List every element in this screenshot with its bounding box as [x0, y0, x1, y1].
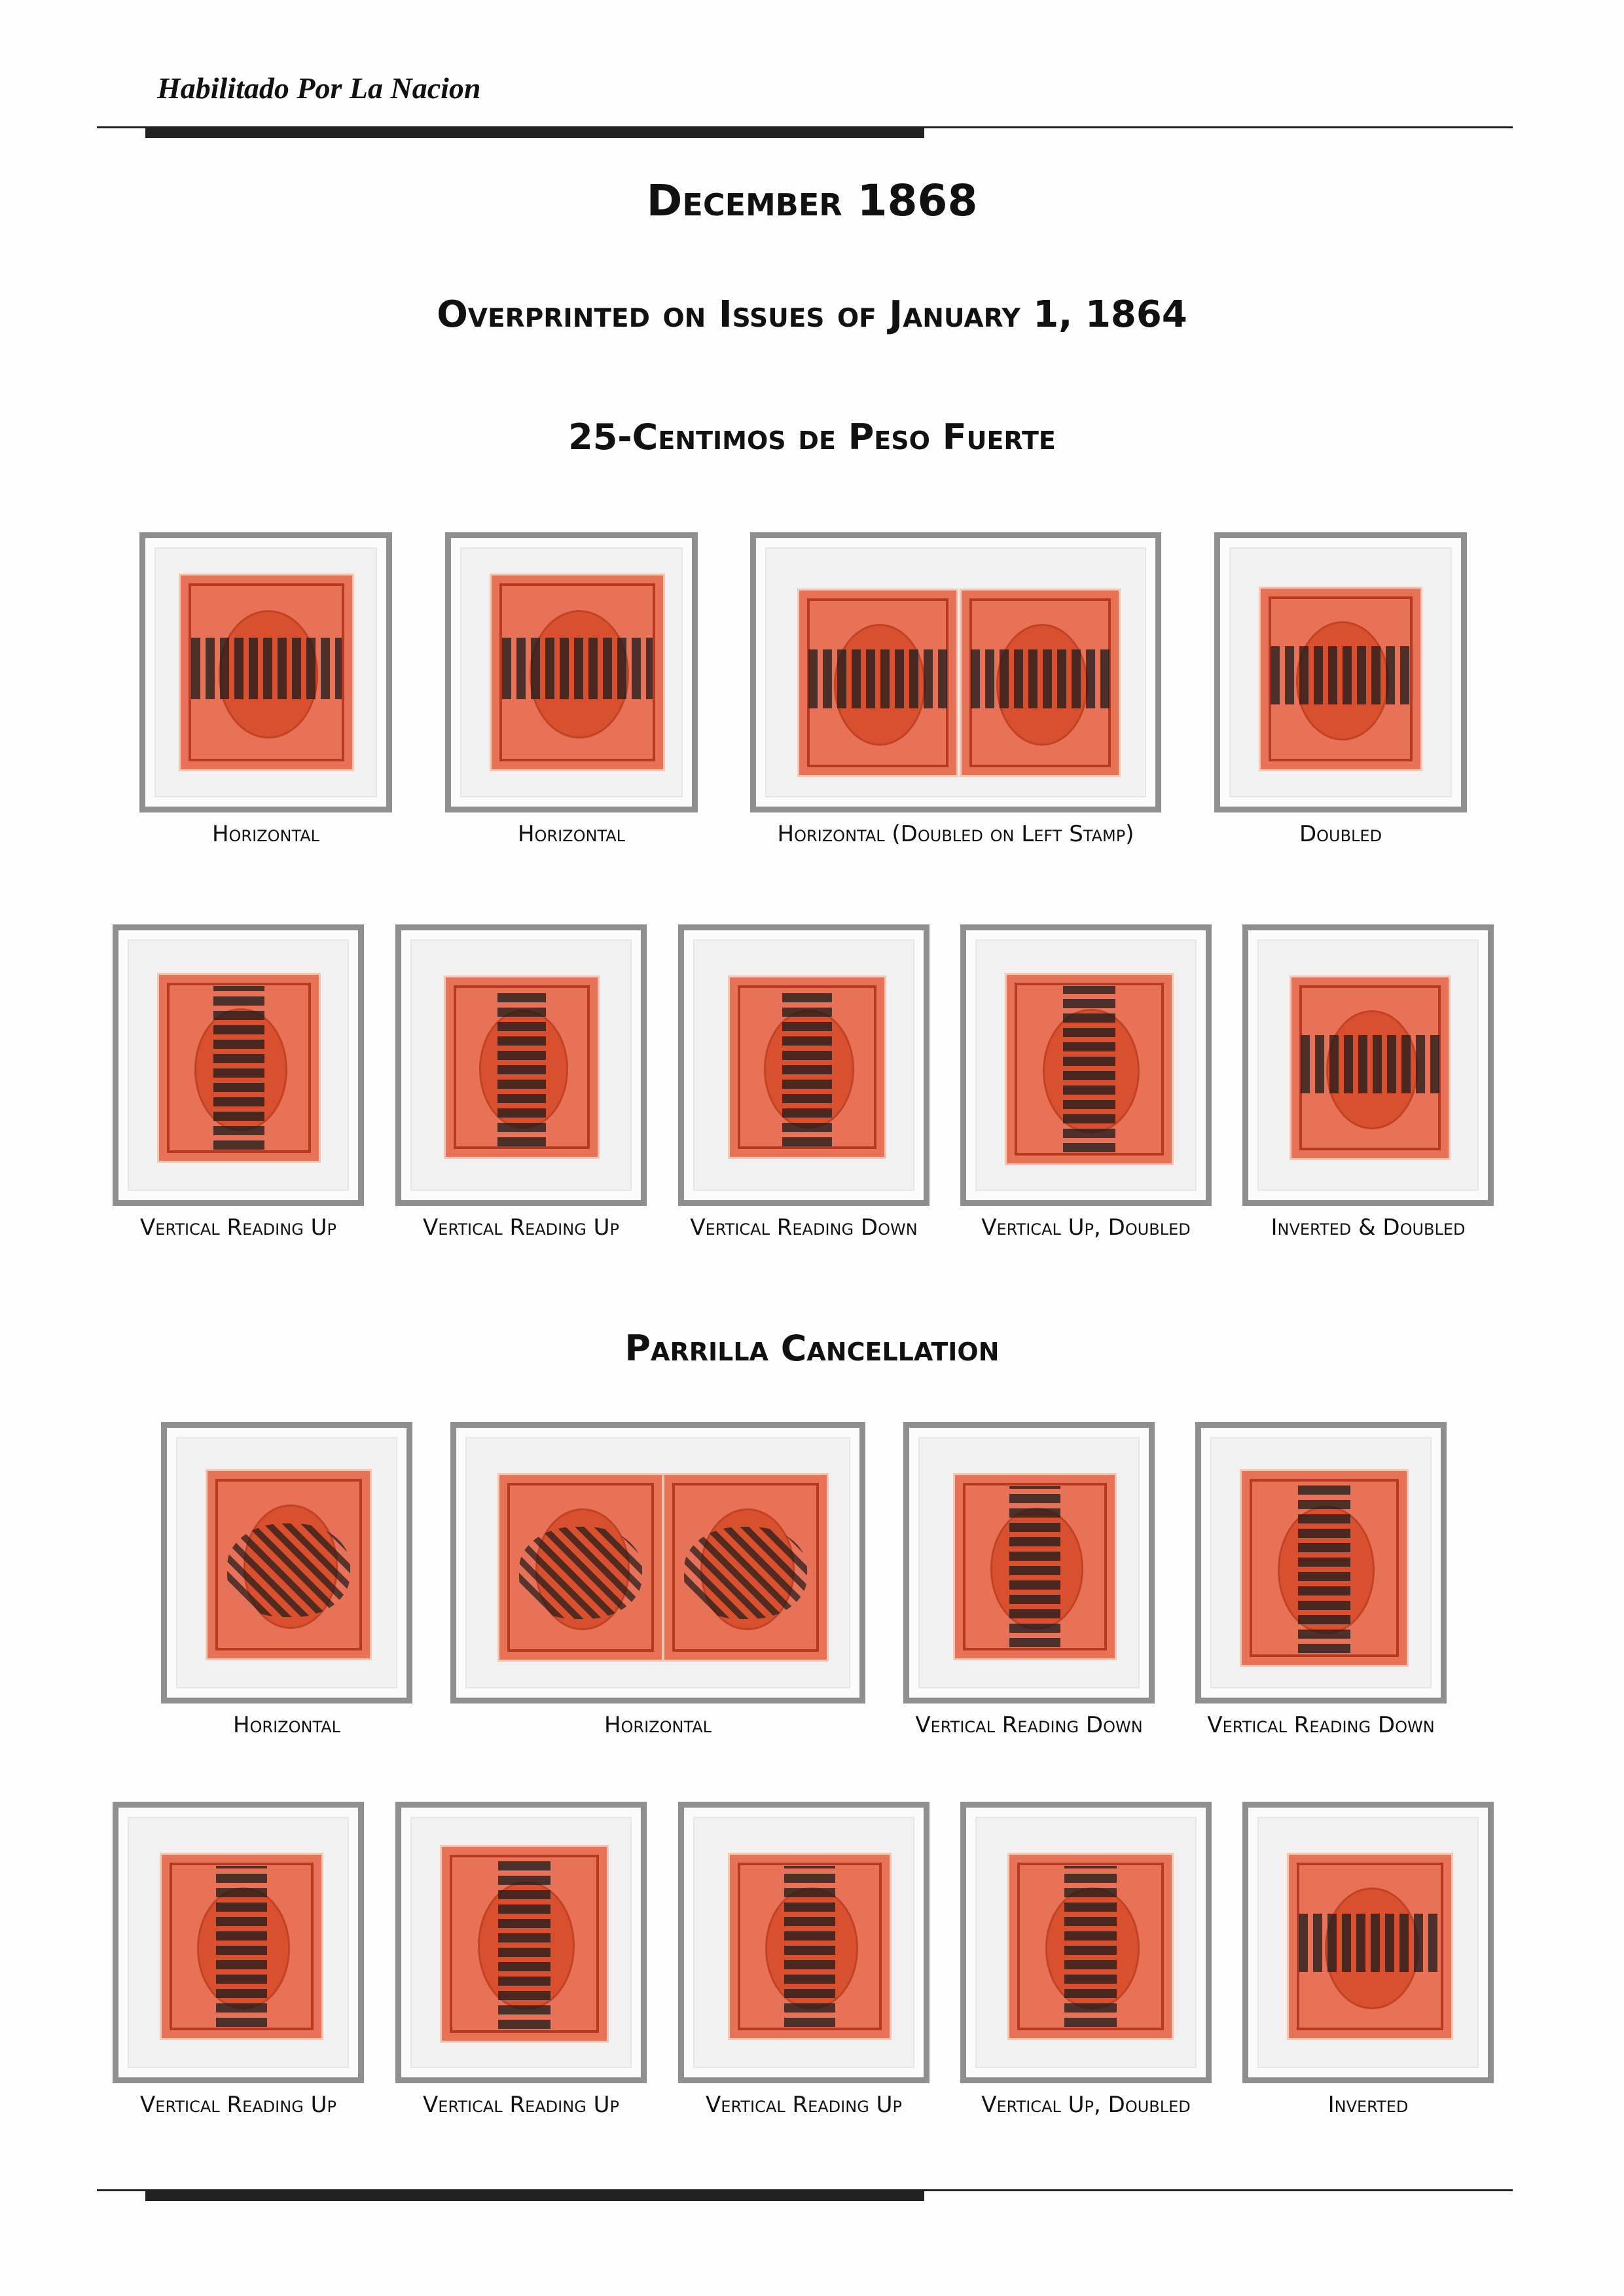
stamp-frame-r1-1: [139, 532, 392, 812]
stamp-image: [1009, 1855, 1172, 2038]
stamp-image-left: [499, 1475, 662, 1660]
caption-r4-4: Vertical Up, Doubled: [981, 2092, 1191, 2118]
stamp-image: [1242, 1471, 1407, 1665]
stamp-frame-r4-1: [113, 1802, 364, 2083]
caption-r4-2: Vertical Reading Up: [423, 2092, 619, 2118]
stamp-frame-r2-5: [1242, 924, 1494, 1206]
stamp-image: [442, 1847, 607, 2041]
stamp-image: [162, 1855, 321, 2038]
stamp-frame-r2-3: [678, 924, 929, 1206]
stamp-image: [159, 975, 319, 1161]
stamp-image-right: [664, 1475, 827, 1660]
stamp-frame-r4-2: [395, 1802, 647, 2083]
stamp-frame-r2-2: [395, 924, 647, 1206]
stamp-frame-r2-1: [113, 924, 364, 1206]
stamp-frame-r3-4: [1195, 1422, 1447, 1704]
stamp-frame-r1-3-pair: [750, 532, 1161, 812]
caption-r3-3: Vertical Reading Down: [915, 1712, 1143, 1738]
stamp-frame-r3-2-pair: [450, 1422, 865, 1704]
heading-date: December 1868: [646, 175, 978, 226]
stamp-image: [492, 575, 663, 769]
heading-issue: Overprinted on Issues of January 1, 1864: [437, 293, 1187, 336]
caption-r1-4: Doubled: [1299, 821, 1382, 847]
stamp-frame-r4-4: [960, 1802, 1212, 2083]
stamp-image-left: [799, 591, 956, 775]
header-rule-thick: [145, 126, 924, 138]
caption-r3-1: Horizontal: [232, 1712, 341, 1738]
caption-r4-1: Vertical Reading Up: [140, 2092, 336, 2118]
caption-r4-3: Vertical Reading Up: [706, 2092, 902, 2118]
stamp-frame-r4-3: [678, 1802, 929, 2083]
stamp-frame-r3-1: [161, 1422, 412, 1704]
caption-r3-4: Vertical Reading Down: [1207, 1712, 1435, 1738]
caption-r4-5: Inverted: [1327, 2092, 1409, 2118]
stamp-image: [446, 977, 598, 1157]
caption-r2-3: Vertical Reading Down: [690, 1214, 918, 1241]
stamp-frame-r1-2: [445, 532, 698, 812]
stamp-image: [730, 977, 884, 1157]
stamp-frame-r2-4: [960, 924, 1212, 1206]
stamp-image: [1289, 1855, 1451, 2038]
caption-r2-4: Vertical Up, Doubled: [981, 1214, 1191, 1241]
caption-r2-2: Vertical Reading Up: [423, 1214, 619, 1241]
stamp-image: [181, 575, 352, 769]
caption-r2-5: Inverted & Doubled: [1271, 1214, 1466, 1241]
stamp-image: [1007, 975, 1172, 1163]
stamp-image: [208, 1471, 370, 1658]
stamp-image: [730, 1855, 890, 2038]
stamp-image: [1261, 589, 1420, 769]
caption-r1-3: Horizontal (Doubled on Left Stamp): [777, 821, 1134, 847]
heading-parrilla: Parrilla Cancellation: [624, 1328, 1000, 1369]
stamp-image: [1291, 977, 1449, 1158]
caption-r1-2: Horizontal: [517, 821, 626, 847]
stamp-image-right: [962, 591, 1119, 775]
stamp-frame-r3-3: [903, 1422, 1155, 1704]
footer-rule-thick: [145, 2189, 924, 2201]
stamp-image: [955, 1475, 1115, 1658]
stamp-frame-r4-5: [1242, 1802, 1494, 2083]
page-header-title: Habilitado Por La Nacion: [157, 71, 481, 105]
caption-r2-1: Vertical Reading Up: [140, 1214, 336, 1241]
stamp-frame-r1-4: [1214, 532, 1467, 812]
heading-value: 25-Centimos de Peso Fuerte: [568, 416, 1056, 458]
caption-r3-2: Horizontal: [604, 1712, 712, 1738]
caption-r1-1: Horizontal: [211, 821, 320, 847]
